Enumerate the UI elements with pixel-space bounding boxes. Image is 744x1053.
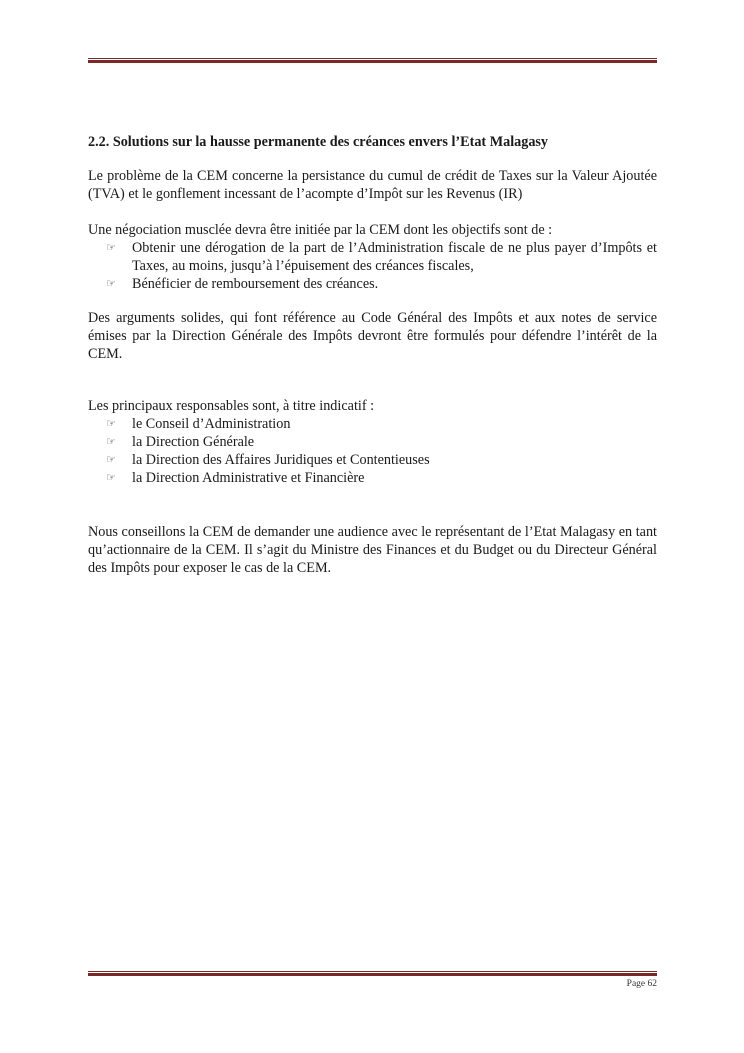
list-item [88, 275, 657, 293]
list-item-text: le Conseil d’Administration [132, 416, 291, 432]
problem-paragraph: Le problème de la CEM concerne la persistance du cumul de crédit de Taxes sur la Valeur Ajoutée (TVA) et le gonflement incessant de l’acompte d’Impôt sur les Revenus (IR) [88, 168, 657, 202]
responsables-intro: Les principaux responsables sont, à titre indicatif : [88, 398, 375, 414]
pointing-hand-icon: ☞ [106, 417, 116, 430]
arguments-paragraph: Des arguments solides, qui font référence au Code Général des Impôts et aux notes de service émises par la Direction Générale des Impôts devront être formulés pour défendre l’intérêt de la CEM. [88, 310, 657, 362]
pointing-hand-icon: ☞ [106, 277, 116, 290]
list-item-text: Obtenir une dérogation de la part de l’Administration fiscale de ne plus payer d’Impôts et Taxes, au moins, jusqu’à l’épuisement des créances fiscales, [132, 240, 657, 274]
pointing-hand-icon: ☞ [106, 453, 116, 466]
pointing-hand-icon: ☞ [106, 435, 116, 448]
section-heading: 2.2. Solutions sur la hausse permanente des créances envers l’Etat Malagasy [88, 134, 549, 150]
objectives-list [88, 239, 657, 293]
list-item [88, 469, 657, 487]
list-item [88, 415, 657, 433]
list-item-text: la Direction Administrative et Financière [132, 470, 365, 486]
pointing-hand-icon: ☞ [106, 241, 116, 254]
list-item-text: Bénéficier de remboursement des créances. [132, 276, 379, 292]
list-item [88, 239, 657, 275]
list-item [88, 433, 657, 451]
responsables-list [88, 415, 657, 487]
page-number: Page 62 [626, 979, 657, 989]
footer-rule [88, 971, 657, 976]
page-body [88, 133, 657, 577]
pointing-hand-icon: ☞ [106, 471, 116, 484]
list-item-text: la Direction des Affaires Juridiques et Contentieuses [132, 452, 430, 468]
negotiation-paragraph: Une négociation musclée devra être initiée par la CEM dont les objectifs sont de : [88, 222, 553, 238]
header-rule [88, 58, 657, 63]
list-item [88, 451, 657, 469]
list-item-text: la Direction Générale [132, 434, 255, 450]
recommendation-paragraph: Nous conseillons la CEM de demander une audience avec le représentant de l’Etat Malagasy en tant qu’actionnaire de la CEM. Il s’agit du Ministre des Finances et du Budget ou du Directeur Général des Impôts pour exposer le cas de la CEM. [88, 524, 657, 576]
